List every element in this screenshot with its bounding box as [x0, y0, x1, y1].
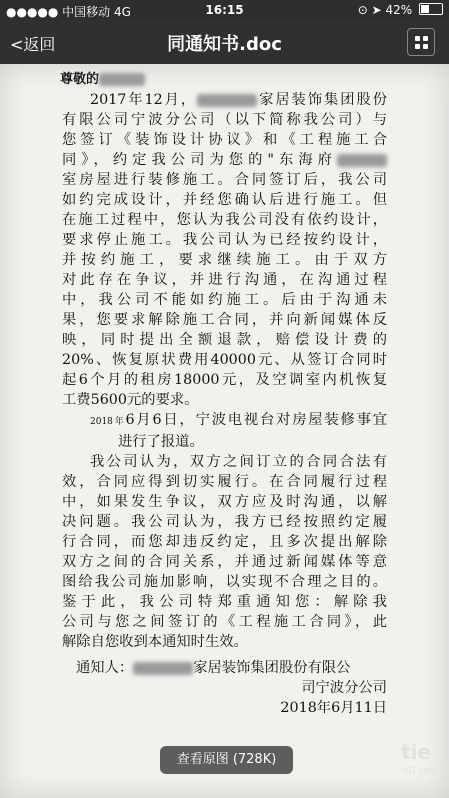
doc-line: 行合同，而您却违反约定，且多次提出解除 [62, 534, 387, 550]
page-title: 同通知书.doc [167, 34, 282, 55]
grid-icon[interactable] [407, 28, 435, 56]
doc-line: 您签订《装饰设计协议》和《工程施工合 [62, 132, 387, 148]
nav-bar [0, 20, 449, 64]
redaction-blur [133, 662, 193, 675]
location-icon: ➤ [371, 3, 382, 17]
document-text [62, 70, 387, 718]
salutation: 尊敬的 [60, 70, 387, 90]
doc-line: 中，如果发生争议，双方应及时沟通，以解 [62, 494, 387, 510]
doc-line: 中，我公司不能如约施工。后由于沟通未 [62, 292, 387, 308]
doc-line: 如约完成设计，并经您确认后进行施工。但 [62, 192, 387, 208]
report-line-2: 进行了报道。 [118, 434, 204, 450]
back-label: 返回 [23, 35, 56, 54]
status-right [358, 3, 443, 17]
paragraph-1 [62, 90, 387, 410]
doc-line: 并按约施工，要求继续施工。由于双方 [62, 252, 387, 268]
clock: 16:15 [205, 3, 244, 17]
signer-line: 通知人： 家居装饰集团股份有限公 [76, 660, 351, 676]
document-photo [0, 64, 449, 798]
redaction-blur [337, 154, 387, 167]
doc-line: 鉴于此，我公司特郑重通知您：解除我 [62, 594, 387, 610]
doc-line: 室房屋进行装修施工。合同签订后，我公司 [62, 172, 387, 188]
chevron-left-icon: < [10, 35, 24, 54]
paragraph-2 [62, 452, 387, 652]
doc-line: 有限公司宁波分公司（以下简称我公司）与 [62, 112, 387, 128]
watermark: tie 001.com [401, 740, 436, 775]
carrier-label: ●●●●● 中国移动 4G [6, 5, 131, 19]
doc-line: 双方之间的合同关系，并通过新闻媒体等意 [62, 554, 387, 570]
report-prefix: 2018年 [90, 417, 126, 427]
sign-date: 2018年6月11日 [280, 700, 387, 716]
signer-branch: 司宁波分公司 [301, 680, 387, 696]
battery-percent: 42% [385, 3, 413, 17]
doc-line: 解除自您收到本通知时生效。 [62, 634, 248, 650]
doc-line: 我公司认为，双方之间订立的合同合法有 [90, 454, 387, 470]
doc-line: 对此存在争议，并进行沟通，在沟通过程 [62, 272, 387, 288]
doc-line: 同》，约定我公司为您的"东海府 [62, 150, 387, 170]
doc-line: 果，您要求解除施工合同，并向新闻媒体反 [62, 312, 387, 328]
doc-line: 在施工过程中，您认为我公司没有依约设计， [62, 212, 387, 228]
doc-line: 起6个月的租房18000元，及空调室内机恢复 [62, 372, 387, 388]
redaction-blur [99, 73, 145, 86]
doc-line: 图给我公司施加影响，以实现不合理之目的。 [62, 574, 387, 590]
status-bar [0, 0, 449, 20]
doc-line: 2017年12月， 家居装饰集团股份 [90, 92, 388, 108]
battery-icon [419, 3, 443, 15]
view-original-button[interactable]: 查看原图 (728K) [160, 746, 293, 774]
doc-line: 决问题。我公司认为，我方已经按照约定履 [62, 514, 387, 530]
doc-line: 要求停止施工。我公司认为已经按约设计， [62, 232, 387, 248]
doc-line: 效，合同应得到切实履行。在合同履行过程 [62, 474, 387, 490]
doc-line: 20%、恢复原状费用40000元、从签订合同时 [62, 352, 387, 368]
redaction-blur [197, 94, 257, 107]
doc-line: 工费5600元的要求。 [62, 392, 199, 408]
report-line-1: 2018年6月6日，宁波电视台对房屋装修事宜 [90, 412, 387, 428]
signature-block [62, 658, 387, 718]
lock-icon: ⊙ [357, 3, 368, 17]
doc-line: 公司与您之间签订的《工程施工合同》，此 [62, 614, 387, 630]
doc-line: 映，同时提出全额退款，赔偿设计费的 [62, 332, 387, 348]
